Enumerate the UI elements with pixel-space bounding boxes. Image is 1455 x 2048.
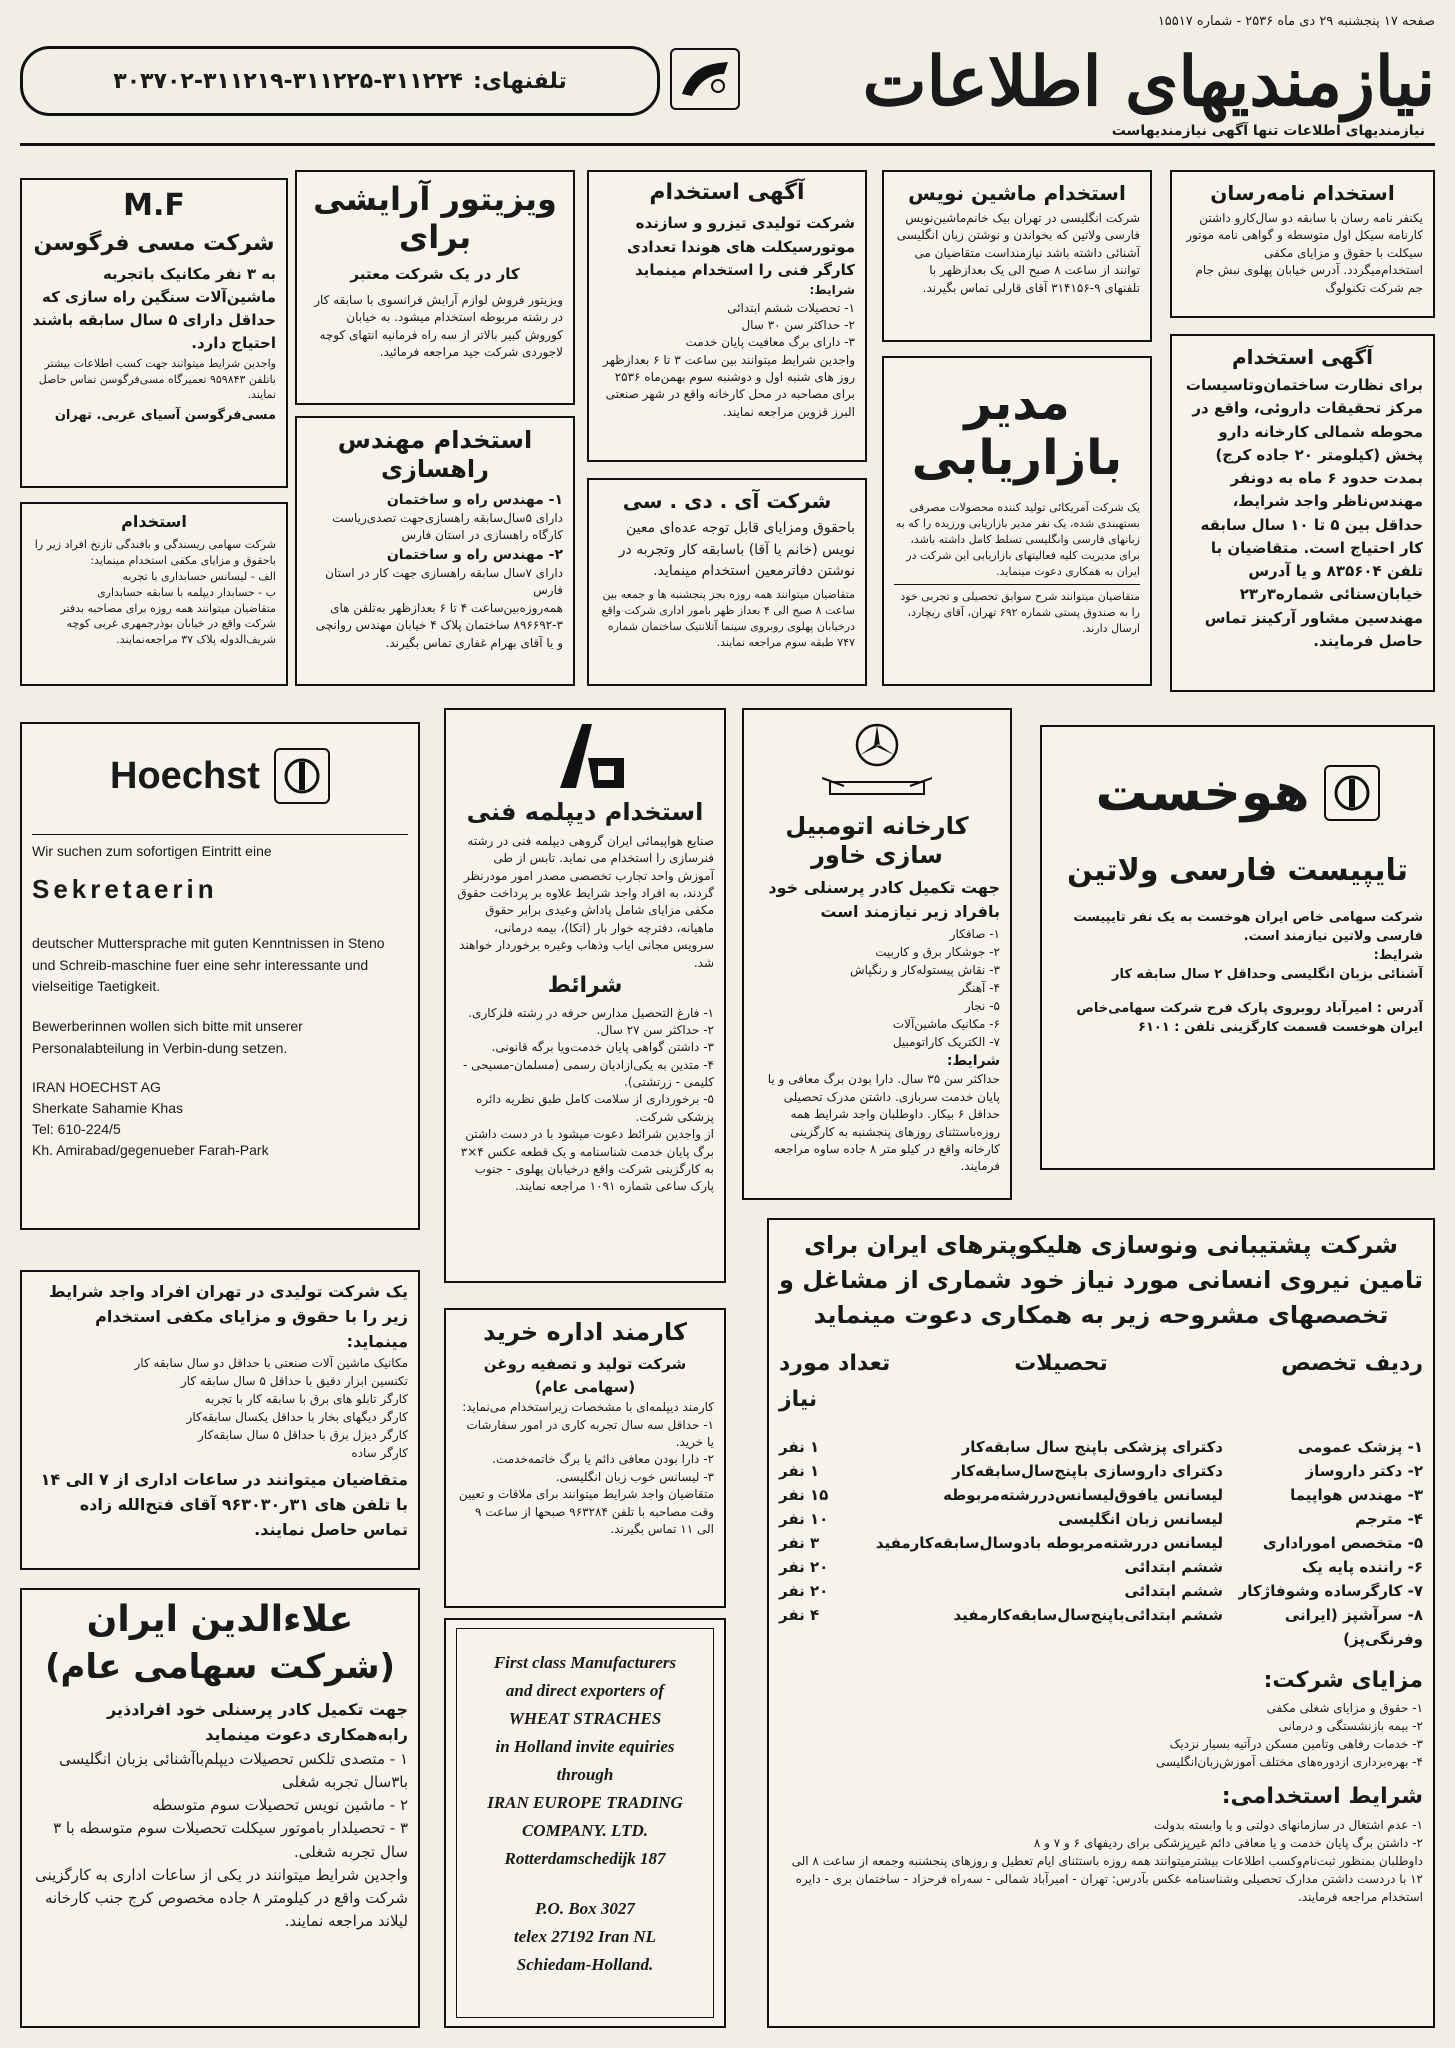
ad-mf-title: شرکت مسی فرگوسن — [33, 231, 275, 256]
ad-heli-header-edu: تحصیلات — [1014, 1351, 1108, 1377]
ad-wheat-line: WHEAT STRACHES — [508, 1709, 662, 1729]
table-cell: لیسانس دررشته‌مربوطه بادوسال‌سابقه‌کارمفید — [875, 1533, 1223, 1552]
ad-marketing-note: متقاضیان میتوانند شرح سوابق تحصیلی و تجربی خود را به صندوق پستی شماره ۶۹۲ تهران، آقای ریچارد، ارسال دارند. — [900, 590, 1140, 635]
ad-typist-title: استخدام ماشین نویس — [908, 181, 1126, 205]
mercedes-star-icon — [754, 722, 1000, 772]
ad-aladdin-item3: ۳ - تحصیلدار باموتور سیکلت تحصیلات سوم متوسطه با ۳ سال تجربه شغلی. — [53, 1819, 408, 1861]
ad-marketing-body: یک شرکت آمریکائی تولید کننده محصولات مصرفی بستهبندی شده، یک نفر مدیر بازاریابی ورزیده را که به زبانهای فارسی وانگلیسی تسلط کامل داشته باشد، برای مدیریت کلیه فعالیتهای بازاریابی این شرکت در ایران به همکاری دعوت مینماید. — [895, 501, 1140, 579]
ad-textile-title: استخدام — [121, 512, 187, 531]
ad-heli-table-header — [779, 1346, 1423, 1416]
ad-honda-c1: ۱- تحصیلات ششم ابتدائی — [727, 300, 855, 315]
ad-diplome-title: استخدام دیپلمه فنی — [466, 798, 704, 826]
ad-hoechst-fa — [1040, 725, 1435, 1170]
ad-hoechst-de-addr3: Tel: 610-224/5 — [32, 1121, 121, 1138]
table-cell: ۴ نفر — [779, 1605, 820, 1624]
ad-hoechst-fa-addr: آدرس : امیرآباد روبروی پارک فرح شرکت سهامی‌خاص ایران هوخست قسمت کارگزینی تلفن : ۶۱۰۱ — [1076, 1001, 1423, 1036]
ad-kharid-title: کارمند اداره خرید — [483, 1318, 687, 1346]
ad-wheat-inner — [456, 1628, 714, 2018]
table-cell: ۵- متخصص اموراداری — [1262, 1533, 1423, 1552]
phones-label: تلفنهای: — [472, 68, 567, 94]
ad-wheat-line: IRAN EUROPE TRADING — [487, 1793, 683, 1813]
ad-khavar-list — [754, 925, 1000, 1051]
ad-kharid-c1: ۱- حداقل سه سال تجربه کاری در امور سفارشات یا خرید. — [466, 1417, 714, 1450]
table-cell: ۷- کارگرساده وشوفاژکار — [1238, 1581, 1423, 1600]
table-cell: دکترای داروسازی باپنج‌سال‌سابقه‌کار — [952, 1461, 1223, 1480]
list-item: ۷- الکتریک کاراتومبیل — [892, 1035, 1000, 1050]
ad-typist-body: شرکت انگلیسی در تهران بیک خانم‌ماشین‌نویس فارسی ولاتین که بخواندن و نوشتن زبان انگلیسی آشنائی داشته باشد نیازمنداست متقاضیان می توانند از ساعت ۸ صبح الی یک بعدازظهر با تلفنهای ۹-۳۱۴۱۵۶ آقای قارلی تماس بگیرند. — [896, 211, 1140, 295]
ad-wheat-line: in Holland invite equiries — [495, 1737, 675, 1757]
ad-aladdin-subtitle: (شرکت سهامی عام) — [44, 1647, 396, 1688]
ad-mohandes-item2: ۲- مهندس راه و ساختمان — [386, 546, 563, 563]
table-cell: ۸- سرآشپز (ایرانی وفرنگی‌پز) — [1284, 1605, 1423, 1648]
ad-ids-note: متقاضیان میتوانند همه روزه بجز پنجشنبه ها و جمعه بین ساعت ۸ صبح الی ۴ بعداز ظهر بامور اداری شرکت واقع درخیابان پهلوی روبروی سینما آتلانتیک ساختمان شماره ۷۴۷ طبقه سوم مراجعه نمایند. — [601, 588, 855, 649]
table-cell: ۲۰ نفر — [779, 1557, 829, 1576]
list-item: ۳- خدمات رفاهی وتامین مسکن درآتیه بسیار نزدیک — [1169, 1737, 1423, 1752]
list-item: ۲- بیمه بازنشستگی و درمانی — [1278, 1719, 1423, 1734]
table-cell: ۱۵ نفر — [779, 1485, 829, 1504]
ad-hoechst-fa-body: شرکت سهامی خاص ایران هوخست به یک نفر تایپیست فارسی ولاتین نیازمند است. — [1073, 910, 1423, 944]
table-cell: ۲۰ نفر — [779, 1581, 829, 1600]
ad-factory-list — [32, 1354, 408, 1462]
ad-hoechst-de-addr4: Kh. Amirabad/gegenueber Farah-Park — [32, 1142, 269, 1159]
table-cell: ۱- پزشک عمومی — [1297, 1437, 1423, 1456]
ad-diplome — [444, 708, 726, 1283]
list-item: کارگر دیگهای بخار با حداقل یکسال سابقه‌کار — [186, 1410, 408, 1425]
ad-ids-body: باحقوق ومزایای قابل توجه عده‌ای معین نویس (خانم یا آقا) باسابقه کار وتجربه در نوشتن دفاترمعین استخدام مینماید. — [618, 520, 855, 580]
list-item: مکانیک ماشین آلات صنعتی با حداقل دو سال سابقه کار — [134, 1356, 408, 1371]
table-cell: دکترای پزشکی باپنج سال سابقه‌کار — [961, 1437, 1223, 1456]
table-cell: ۲- دکتر داروساز — [1305, 1461, 1423, 1480]
ad-wheat-starches — [444, 1618, 726, 2028]
list-item: کارگر دیزل برق با حداقل ۵ سال سابقه‌کار — [198, 1428, 408, 1443]
ad-heli-header-row: ردیف تخصص — [1281, 1351, 1423, 1377]
list-item: ۵- نجار — [964, 999, 1000, 1014]
hoechst-logo-icon — [274, 748, 330, 804]
ad-visitor-title: ویزیتور آرایشی برای — [313, 180, 557, 257]
ad-namehresan — [1170, 170, 1435, 318]
table-row — [779, 1459, 1423, 1483]
ad-nezarat-title: آگهی استخدام — [1231, 345, 1374, 369]
ad-typist — [882, 170, 1152, 342]
ad-wheat-line: COMPANY. LTD. — [521, 1821, 649, 1841]
ad-aladdin-item2: ۲ - ماشین نویس تحصیلات سوم متوسطه — [152, 1796, 408, 1815]
masthead-subtitle: نیازمندیهای اطلاعات تنها آگهی نیازمندیهاست — [1111, 123, 1425, 139]
ad-hoechst-de-addr2: Sherkate Sahamie Khas — [32, 1100, 183, 1117]
list-item: داوطلبان بمنظور ثبت‌نام‌وکسب اطلاعات بیشترمیتوانند همه روزه باستثنای ایام تعطیل و روزهای پنجشنبه وجمعه از ساعت ۸ الی ۱۲ با دردست داشتن مدارک تحصیلی وشناسنامه عکس بآدرس: تهران - امیرآباد شمالی - سه‌راه فرحزاد - ساختمان بری - دایره استخدام مراجعه فرمایند. — [791, 1853, 1423, 1904]
table-cell: ششم ابتدائی — [1124, 1557, 1223, 1576]
ad-hoechst-fa-brand: هوخست — [1095, 763, 1310, 823]
table-row — [779, 1603, 1423, 1651]
khavar-logo-icon — [754, 772, 1000, 806]
iacl-logo-icon — [456, 718, 714, 798]
ad-khavar-conditions: شرایط: — [946, 1053, 1000, 1070]
ad-hoechst-de — [20, 722, 420, 1230]
ad-ids-title: شرکت آی . دی . سی — [622, 489, 832, 513]
table-row — [779, 1507, 1423, 1531]
list-item: ۳- نقاش پیستوله‌کار و رنگپاش — [850, 963, 1000, 978]
ad-khavar — [742, 708, 1012, 1200]
ad-heli-table — [779, 1435, 1423, 1651]
ad-massey-ferguson — [20, 178, 288, 488]
table-row — [779, 1483, 1423, 1507]
list-item: ۲- داشتن برگ پایان خدمت و یا معافی دائم غیرپزشکی برای ردیفهای ۶ و ۷ و ۸ — [1033, 1835, 1423, 1850]
ad-visitor-subtitle: کار در یک شرکت معتبر — [350, 264, 520, 283]
ad-hoechst-fa-cond: آشنائی بزبان انگلیسی وحداقل ۲ سال سابقه کار — [1111, 966, 1423, 982]
list-item: کارگر تابلو های برق با سابقه کار با تجربه — [204, 1392, 408, 1407]
ad-mohandes — [295, 416, 575, 686]
ad-hoechst-de-addr1: IRAN HOECHST AG — [32, 1079, 161, 1096]
ad-helicopter — [767, 1218, 1435, 2028]
list-item: تکنسین ابزار دقیق با حداقل ۵ سال سابقه کار — [180, 1374, 408, 1389]
table-row — [779, 1435, 1423, 1459]
table-row — [779, 1579, 1423, 1603]
ad-mf-note: واجدین شرایط میتوانند جهت کسب اطلاعات بیشتر باتلفن ۹۵۹۸۴۳ تعمیرگاه مسی‌فرگوسن تماس حاصل نمایند. — [38, 356, 276, 402]
ad-aladdin-note: واجدین شرایط میتوانند در یکی از ساعات اداری به کارگزینی شرکت واقع در کیلومتر ۸ جاده مخصوص کرج جنب کارخانه لیلاند مراجعه نمایند. — [35, 1865, 408, 1931]
ad-estekhdam-textile — [20, 502, 288, 686]
list-item: ۲- جوشکار برق و کاربیت — [875, 945, 1000, 960]
ad-heli-benefits — [779, 1699, 1423, 1771]
ad-hoechst-fa-cond-label: شرایط: — [1373, 947, 1423, 963]
ad-heli-conditions-label: شرایط استخدامی: — [1221, 1784, 1423, 1810]
ad-heli-title: شرکت پشتیبانی ونوسازی هلیکوپترهای ایران برای تامین نیروی انسانی مورد نیاز خود شماری از مشاغل و تخصصهای مشروحه زیر به همکاری دعوت مینماید — [778, 1231, 1423, 1329]
table-cell: ۳- مهندس هواپیما — [1290, 1485, 1423, 1504]
table-cell: لیسانس یافوق‌لیسانس‌دررشته‌مربوطه — [943, 1485, 1223, 1504]
list-item: ۱- حقوق و مزایای شغلی مکفی — [1266, 1701, 1423, 1716]
ad-wheat-line: and direct exporters of — [505, 1681, 665, 1701]
ad-textile-item2: ب - حسابدار دیپلمه با سابقه حسابداری — [97, 585, 276, 599]
ad-hoechst-de-para1: deutscher Muttersprache mit guten Kenntnissen in Steno und Schreib-maschine fuer eine sehr interessante und vielseitige Taetigkeit. — [32, 934, 385, 995]
ad-textile-body: شرکت سهامی ریسندگی و بافندگی تازنخ افراد زیر را باحقوق و مزایای مکفی استخدام مینماید: — [34, 537, 276, 567]
table-cell: ۶- راننده پایه یک — [1301, 1557, 1423, 1576]
ad-diplome-conditions: شرائط — [547, 972, 623, 998]
ad-heli-benefits-label: مزایای شرکت: — [1263, 1667, 1423, 1693]
masthead — [20, 36, 1435, 146]
ad-aladdin-lead: جهت تکمیل کادر پرسنلی خود افرادذیر رابه‌همکاری دعوت مینماید — [107, 1699, 408, 1744]
ad-hoechst-de-para2: Bewerberinnen wollen sich bitte mit unserer Personalabteilung in Verbin-dung setzen. — [32, 1018, 303, 1056]
ad-honda-c3: ۳- دارای برگ معافیت پایان خدمت — [685, 335, 855, 350]
ad-ids — [587, 478, 867, 686]
ad-aladdin-item1: ۱ - متصدی تلکس تحصیلات دیپلم‌باآشنائی بزبان انگلیسی با۳سال تجربه شغلی — [59, 1749, 408, 1791]
ad-honda-subtitle: شرکت تولیدی تیزرو و سازنده موتورسیکلت های هوندا تعدادی کارگر فنی را استخدام مینماید — [626, 214, 855, 279]
list-item: ۶- مکانیک ماشین‌آلات — [892, 1017, 1000, 1032]
list-item: ۴- بهره‌برداری ازدوره‌های مختلف آموزش‌زبان‌انگلیسی — [1155, 1755, 1423, 1770]
table-row — [779, 1555, 1423, 1579]
ad-mf-body: به ۳ نفر مکانیک باتجربه ماشین‌آلات سنگین راه سازی که حداقل دارای ۵ سال سابقه باشند احتیاج دارد. — [32, 264, 276, 353]
ad-mohandes-item1-note: دارای ۵سال‌سابقه راهسازی‌جهت تصدی‌ریاست کارگاه راهسازی در استان فارس — [332, 510, 563, 543]
list-item: کارگر ساده — [351, 1446, 408, 1461]
ad-nezarat — [1170, 334, 1435, 692]
ad-diplome-c3: ۳- داشتن گواهی پایان خدمت‌و‌یا برگه قانونی. — [491, 1040, 714, 1055]
ad-factory-note: متقاضیان میتوانند در ساعات اداری از ۷ الی ۱۴ با تلفن های ۳۱ر۹۶۳۰۳۰ آقای فتح‌الله زاده تماس حاصل نمایند. — [40, 1470, 408, 1539]
ad-factory-title: یک شرکت تولیدی در تهران افراد واجد شرایط زیر را با حقوق و مزایای مکفی استخدام مینماید: — [48, 1282, 408, 1351]
table-cell: ۱ نفر — [779, 1437, 820, 1456]
ad-nezarat-body: برای نظارت ساختمان‌وتاسیسات مرکز تحقیقات داروئی، واقع در محوطه شمالی کارخانه دارو پخش (کیلومتر ۲۰ جاده کرج) بمدت حدود ۶ ماه به دونفر مهندس‌ناظر واجد شرایط، حداقل بین ۵ تا ۱۰ سال سابقه کار احتیاج است. متقاضیان با تلفن ۸۳۵۶۰۴ و یا آدرس خیابان‌سنائی شماره۳ر۲۳ مهندسین مشاور آرکینز تماس حاصل فرمایند. — [1185, 376, 1423, 650]
ad-wheat-addr: telex 27192 Iran NL — [513, 1927, 657, 1947]
ad-marketing — [882, 356, 1152, 686]
ad-diplome-c1: ۱- فارغ التحصیل مدارس حرفه در رشته فلزکاری. — [468, 1005, 714, 1020]
masthead-phones — [20, 46, 660, 116]
table-cell: ۱۰ نفر — [779, 1509, 829, 1528]
table-cell: ۳ نفر — [779, 1533, 820, 1552]
list-item: ۴- آهنگر — [958, 981, 1000, 996]
ad-kharid-c2: ۲- دارا بودن معافی دائم یا برگ خاتمه‌خدمت. — [492, 1452, 714, 1467]
ad-hoechst-de-role: Sekretaerin — [32, 874, 218, 905]
ad-aladdin — [20, 1588, 420, 2028]
ad-hoechst-fa-title: تایپیست فارسی ولاتین — [1067, 853, 1408, 888]
ad-honda-title: آگهی استخدام — [649, 180, 805, 205]
ad-hoechst-de-line1: Wir suchen zum sofortigen Eintritt eine — [32, 834, 408, 861]
ad-mf-logo: M.F — [123, 188, 185, 223]
ad-heli-header-count: تعداد مورد نیاز — [779, 1351, 891, 1412]
page-header-line: صفحه ۱۷ پنجشنبه ۲۹ دی ماه ۲۵۳۶ - شماره ۱۵۵۱۷ — [1157, 14, 1435, 29]
list-item: ۱- صافکار — [949, 927, 1000, 942]
ad-diplome-note: از واجدین شرائط دعوت میشود با در دست داشتن برگ پایان خدمت شناسنامه و یک قطعه عکس ۴×۳ به کارگزینی شرکت واقع درخیابان پهلوی - جنوب پارک ساعی شماره ۱۰۹۱ مراجعه نمایند. — [460, 1127, 714, 1194]
ad-kharid-body: کارمند دیپلمه‌ای با مشخصات زیراستخدام می‌نماید: — [462, 1400, 714, 1415]
ad-marketing-title: مدیر بازاریابی — [911, 375, 1123, 487]
ad-kharid-note: متقاضیان واجد شرایط میتوانند برای ملاقات و تعیین وقت مصاحبه با تلفن ۹۶۳۲۸۴ صبحها از ساعت ۹ الی ۱۱ تماس بگیرند. — [458, 1487, 714, 1537]
ad-heli-conditions — [779, 1816, 1423, 1906]
ad-honda-c2: ۲- حداکثر سن ۳۰ سال — [741, 317, 855, 332]
ad-factory — [20, 1270, 420, 1570]
ad-kharid-company: شرکت تولید و تصفیه روغن (سهامی عام) — [483, 1354, 687, 1397]
ad-kharid — [444, 1308, 726, 1608]
ad-honda-note: واجدین شرایط میتوانند بین ساعت ۳ تا ۶ بعدازظهر روز های شنبه اول و دوشنبه سوم بهمن‌ماه ۲۵۳۶ برای مصاحبه در محل کارخانه واقع در شهر صنعتی البرز قزوین مراجعه نمایند. — [603, 352, 855, 419]
table-cell: ششم ابتدائی — [1124, 1581, 1223, 1600]
ad-wheat-line: First class Manufacturers — [493, 1653, 677, 1672]
ad-wheat-addr: Schiedam-Holland. — [516, 1955, 654, 1975]
ad-hoechst-de-brand: Hoechst — [110, 754, 260, 797]
ad-mohandes-item2-note: دارای ۷سال سابقه راهسازی جهت کار در استان فارس — [325, 565, 563, 598]
table-cell: ۱ نفر — [779, 1461, 820, 1480]
ad-mohandes-note: همه‌روزه‌بین‌ساعت ۴ تا ۶ بعدازظهر به‌تلفن های ۳-۸۹۶۶۹۲ ساختمان پلاک ۴ خیابان مهندس روانچی و یا آقای بهرام غفاری تماس بگیرند. — [315, 600, 563, 650]
ad-wheat-line: Rotterdamschedijk 187 — [504, 1849, 666, 1869]
ad-honda — [587, 170, 867, 462]
ad-khavar-note: حداکثر سن ۳۵ سال. دارا بودن برگ معافی و یا پایان خدمت سربازی. داشتن مدرک تحصیلی حداقل ۶ بیکار. داوطلبان واجد شرایط همه روزه‌باستثنای روزهای پنجشنبه به کارگزینی کارخانه واقع در کیلو متر ۸ جاده ساوه مراجعه فرمایند. — [767, 1072, 1000, 1174]
ad-wheat-line: through — [556, 1765, 614, 1785]
table-cell: ششم ابتدائی‌باپنج‌سال‌سابقه‌کارمفید — [953, 1605, 1223, 1624]
table-cell: ۴- مترجم — [1355, 1509, 1423, 1528]
ad-diplome-c5: ۵- برخورداری از سلامت کامل طبق نظریه دائره پزشکی شرکت. — [476, 1092, 714, 1124]
ad-kharid-c3: ۳- لیسانس خوب زبان انگلیسی. — [555, 1469, 714, 1484]
ad-textile-item1: الف - لیسانس حسابداری با تجربه — [122, 569, 276, 583]
ad-visitor-body: ویزیتور فروش لوازم آرایش فرانسوی با سابقه کار در رشته مربوطه استخدام میشود. به خیابان کوروش کبیر بالاتر از سه راه فرمانیه انتهای کوچه لاجوردی شرکت جید مراجعه فرمائید. — [314, 293, 563, 360]
ad-diplome-c4: ۴- متدین به یکی‌ازادیان رسمی (مسلمان-مسیحی - کلیمی - زرتشتی). — [463, 1057, 714, 1090]
ad-mohandes-title: استخدام مهندس راهسازی — [337, 426, 533, 483]
ad-mohandes-item1: ۱- مهندس راه و ساختمان — [386, 491, 563, 508]
ad-diplome-c2: ۲- حداکثر سن ۲۷ سال. — [596, 1022, 714, 1037]
ad-khavar-title: کارخانه اتومبیل سازی خاور — [785, 812, 969, 869]
ad-aladdin-title: علاءالدین ایران — [86, 1599, 354, 1640]
ad-khavar-subtitle: جهت تکمیل کادر پرسنلی خود بافراد زیر نیازمند است — [768, 877, 1000, 922]
ad-diplome-body: صنایع هواپیمائی ایران گروهی دیپلمه فنی در رشته فنر‌سازی را استخدام می نماید. تابس از طی آموزش واحد تجارب تخصصی مصدر امور مودرنظر گردند، به افراد واجد شرایط علاوه بر پرداخت حقوق مکفی مزایای شامل پاداش وعیدی برابر حقوق ماهیانه، دفترچه خوار بار (اتکا)، بیمه درمانی، سرویس مجانی ایاب وذهاب وغیره برخوردار خواهند شد. — [457, 833, 714, 970]
table-cell: لیسانس زبان انگلیسی — [1058, 1509, 1223, 1528]
ad-namehresan-title: استخدام نامه‌رسان — [1210, 181, 1395, 205]
ad-textile-note: متقاضیان میتوانند همه روزه برای مصاحبه بدفتر شرکت واقع در خیابان بوذرجمهری غربی کوچه شریف‌الدوله پلاک ۳۷ مراجعه‌نمایند. — [60, 601, 276, 647]
masthead-title: نیازمندیهای اطلاعات — [862, 42, 1435, 122]
ad-mf-footer: مسی‌فرگوسن آسیای غربی. تهران — [54, 408, 276, 424]
hoechst-logo-icon — [1324, 765, 1380, 821]
table-row — [779, 1531, 1423, 1555]
list-item: ۱- عدم اشتغال در سازمانهای دولتی و یا وابسته بدولت — [1153, 1817, 1423, 1832]
ad-wheat-addr: P.O. Box 3027 — [535, 1899, 635, 1919]
ad-honda-conditions-label: شرایط: — [809, 283, 855, 298]
phones-numbers: ۳۰۳۷۰۲-۳۱۱۲۱۹-۳۱۱۲۲۵-۳۱۱۲۲۴ — [113, 68, 463, 94]
ad-visitor — [295, 170, 575, 405]
ad-namehresan-body: یکنفر نامه رسان با سابقه دو سال‌کارو داشتن کارنامه سیکل اول متوسطه و گواهی نامه موتور سیکلت با حقوق و مزایای مکفی استخدام‌میگردد. آدرس خیابان پهلوی نبش جام جم شرکت تکنولوگ — [1186, 211, 1423, 295]
ettelaat-logo-icon — [670, 48, 740, 110]
